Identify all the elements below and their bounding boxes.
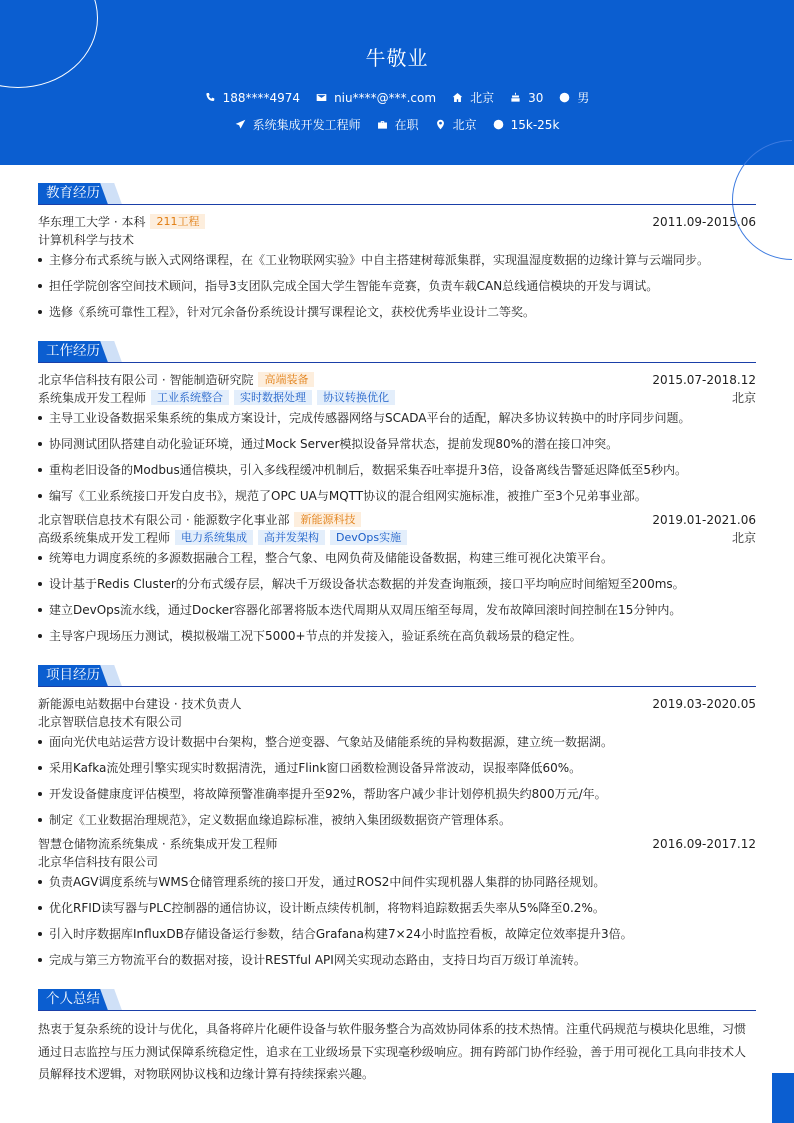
salary-text: 15k-25k <box>510 117 560 132</box>
list-item: 开发设备健康度评估模型，将故障预警准确率提升至92%，帮助客户减少非计划停机损失约800万元/年。 <box>38 786 756 802</box>
money-icon <box>493 119 504 130</box>
skill-tag: 实时数据处理 <box>234 390 312 405</box>
age-text: 30 <box>528 90 544 105</box>
projects-section-title <box>38 665 756 687</box>
project-period: 2016.09-2017.12 <box>652 837 756 851</box>
phone-text: 188****4974 <box>222 90 301 105</box>
project-header-row <box>38 696 756 712</box>
job-role-row <box>38 390 756 406</box>
summary-section-title <box>38 989 756 1011</box>
project-company: 北京华信科技有限公司 <box>38 855 159 869</box>
section-heading: 教育经历 <box>38 183 108 204</box>
job-location: 北京 <box>731 391 756 405</box>
gender-text: 男 <box>577 91 590 105</box>
skill-tag: 高并发架构 <box>258 530 325 545</box>
email-text: niu****@***.com <box>334 90 437 105</box>
company-name: 北京智联信息技术有限公司 · 能源数字化事业部 <box>38 513 290 527</box>
industry-badge: 高端装备 <box>258 372 314 387</box>
contact-row <box>0 89 794 106</box>
home-icon <box>452 92 463 103</box>
list-item: 统筹电力调度系统的多源数据融合工程，整合气象、电网负荷及储能设备数据，构建三维可视化决策平台。 <box>38 550 756 566</box>
list-item: 面向光伏电站运营方设计数据中台架构，整合逆变器、气象站及储能系统的异构数据源，建立统一数据湖。 <box>38 734 756 750</box>
send-icon <box>235 119 246 130</box>
section-heading: 项目经历 <box>38 665 108 686</box>
status-text: 在职 <box>394 118 419 132</box>
job-role: 高级系统集成开发工程师 <box>38 531 171 545</box>
email-item <box>316 91 436 105</box>
section-heading: 个人总结 <box>38 989 108 1010</box>
school-name: 华东理工大学 · 本科 <box>38 215 146 229</box>
list-item: 完成与第三方物流平台的数据对接，设计RESTful API网关实现动态路由，支持日均百万级订单流转。 <box>38 952 756 968</box>
company-name: 北京华信科技有限公司 · 智能制造研究院 <box>38 373 254 387</box>
target-city-item <box>435 116 477 133</box>
project-company: 北京智联信息技术有限公司 <box>38 715 183 729</box>
phone-item <box>205 91 300 105</box>
status-item <box>377 116 419 133</box>
list-item: 协同测试团队搭建自动化验证环境，通过Mock Server模拟设备异常状态，提前发现80%的潜在接口冲突。 <box>38 436 756 452</box>
list-item: 制定《工业数据治理规范》，定义数据血缘追踪标准，被纳入集团级数据资产管理体系。 <box>38 812 756 828</box>
list-item: 主导客户现场压力测试，模拟极端工况下5000+节点的并发接入，验证系统在高负载场景的稳定性。 <box>38 628 756 644</box>
major: 计算机科学与技术 <box>38 233 135 247</box>
job-intent-row <box>0 116 794 133</box>
project-period: 2019.03-2020.05 <box>652 697 756 711</box>
position-item <box>235 116 361 133</box>
location-icon <box>435 119 446 130</box>
school-badge: 211工程 <box>150 214 205 229</box>
job-header-row <box>38 512 756 528</box>
job-location: 北京 <box>731 531 756 545</box>
list-item: 编写《工业系统接口开发白皮书》，规范了OPC UA与MQTT协议的混合组网实施标准，被推广至3个兄弟事业部。 <box>38 488 756 504</box>
briefcase-icon <box>377 119 388 130</box>
job-role: 系统集成开发工程师 <box>38 391 147 405</box>
position-text: 系统集成开发工程师 <box>252 118 361 132</box>
cake-icon <box>510 92 521 103</box>
resume-header <box>0 0 794 165</box>
age-item <box>510 91 543 105</box>
corner-decoration <box>772 1073 794 1123</box>
education-header-row <box>38 214 756 230</box>
job-header-row <box>38 372 756 388</box>
section-heading: 工作经历 <box>38 341 108 362</box>
list-item: 建立DevOps流水线，通过Docker容器化部署将版本迭代周期从双周压缩至每周，发布故障回滚时间控制在15分钟内。 <box>38 602 756 618</box>
job-period: 2019.01-2021.06 <box>652 513 756 527</box>
job-role-row <box>38 530 756 546</box>
list-item: 优化RFID读写器与PLC控制器的通信协议，设计断点续传机制，将物料追踪数据丢失率从5%降至0.2%。 <box>38 900 756 916</box>
education-period: 2011.09-2015.06 <box>652 215 756 229</box>
list-item: 采用Kafka流处理引擎实现实时数据清洗，通过Flink窗口函数检测设备异常波动，误报率降低60%。 <box>38 760 756 776</box>
project-name: 智慧仓储物流系统集成 · 系统集成开发工程师 <box>38 837 278 851</box>
skill-tag: 工业系统整合 <box>151 390 229 405</box>
skill-tag: 协议转换优化 <box>317 390 395 405</box>
work-section-title <box>38 341 756 363</box>
city-item <box>452 89 494 106</box>
industry-badge: 新能源科技 <box>294 512 361 527</box>
summary-text: 热衷于复杂系统的设计与优化，具备将碎片化硬件设备与软件服务整合为高效协同体系的技术热情。注重代码规范与模块化思维，习惯通过日志监控与压力测试保障系统稳定性，追求在工业级场景下实现毫秒级响应。拥有跨部门协作经验，善于用可视化工具向非技术人员解释技术逻辑，对物联网协议栈和边缘计算有持续探索兴趣。 <box>38 1022 747 1081</box>
gender-icon <box>559 92 570 103</box>
job-period: 2015.07-2018.12 <box>652 373 756 387</box>
target-city-text: 北京 <box>452 118 477 132</box>
project-header-row <box>38 836 756 852</box>
list-item: 重构老旧设备的Modbus通信模块，引入多线程缓冲机制后，数据采集吞吐率提升3倍，设备离线告警延迟降低至5秒内。 <box>38 462 756 478</box>
list-item: 选修《系统可靠性工程》，针对冗余备份系统设计撰写课程论文，获校优秀毕业设计二等奖。 <box>38 304 756 320</box>
list-item: 设计基于Redis Cluster的分布式缓存层，解决千万级设备状态数据的并发查询瓶颈，接口平均响应时间缩短至200ms。 <box>38 576 756 592</box>
phone-icon <box>205 92 216 103</box>
skill-tag: DevOps实施 <box>330 530 407 545</box>
list-item: 主导工业设备数据采集系统的集成方案设计，完成传感器网络与SCADA平台的适配，解决多协议转换中的时序同步问题。 <box>38 410 756 426</box>
candidate-name: 牛敬业 <box>365 46 429 70</box>
gender-item <box>559 89 589 106</box>
skill-tag: 电力系统集成 <box>175 530 253 545</box>
list-item: 引入时序数据库InfluxDB存储设备运行参数，结合Grafana构建7×24小时监控看板，故障定位效率提升3倍。 <box>38 926 756 942</box>
city-text: 北京 <box>470 91 495 105</box>
list-item: 主修分布式系统与嵌入式网络课程，在《工业物联网实验》中自主搭建树莓派集群，实现温湿度数据的边缘计算与云端同步。 <box>38 252 756 268</box>
project-name: 新能源电站数据中台建设 · 技术负责人 <box>38 697 242 711</box>
list-item: 担任学院创客空间技术顾问，指导3支团队完成全国大学生智能车竞赛，负责车载CAN总线通信模块的开发与调试。 <box>38 278 756 294</box>
salary-item <box>493 118 560 132</box>
mail-icon <box>316 92 327 103</box>
list-item: 负责AGV调度系统与WMS仓储管理系统的接口开发，通过ROS2中间件实现机器人集群的协同路径规划。 <box>38 874 756 890</box>
education-section-title <box>38 183 756 205</box>
